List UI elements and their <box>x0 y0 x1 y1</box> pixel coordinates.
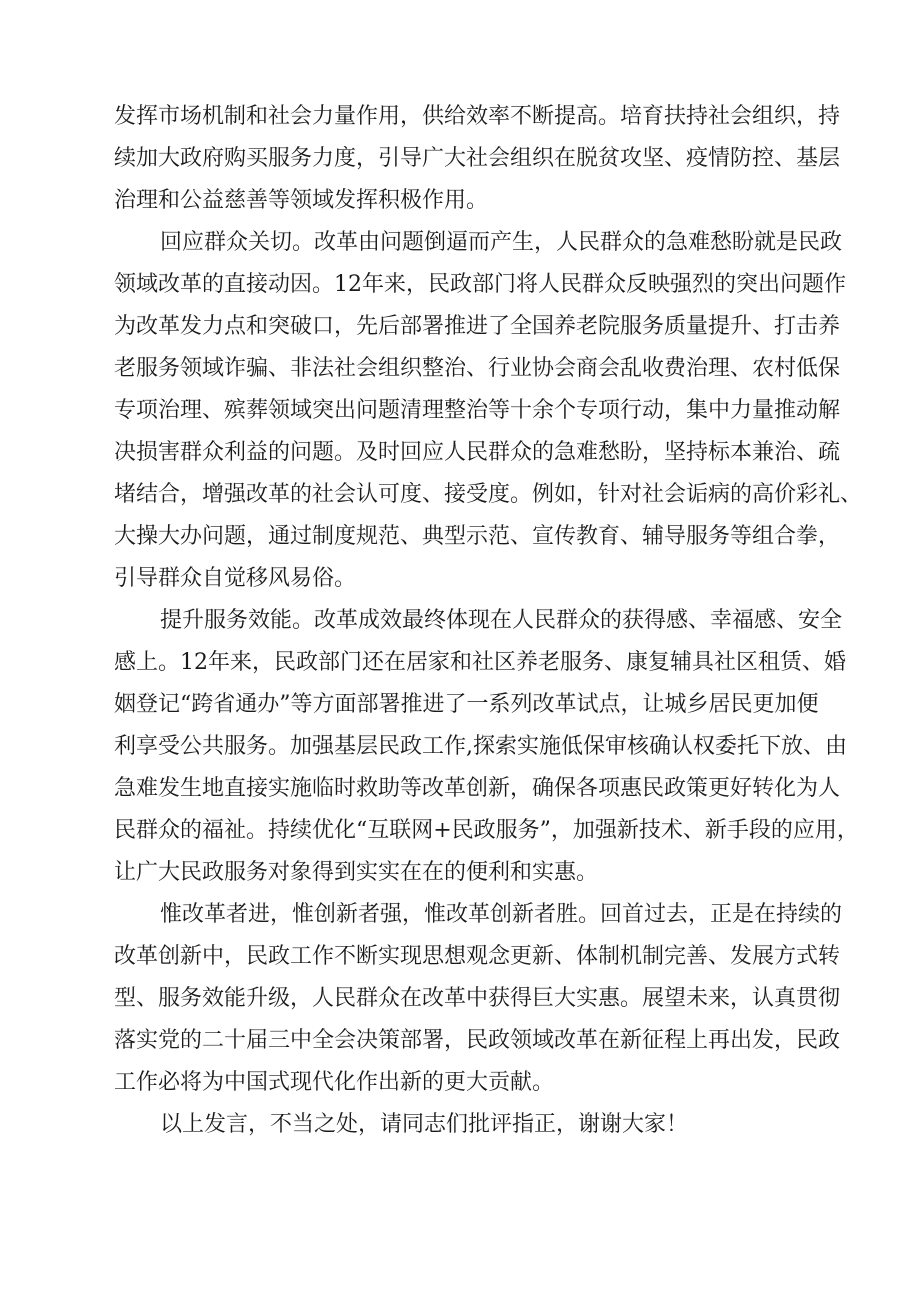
paragraph-line: 老服务领域诈骗、非法社会组织整治、行业协会商会乱收费治理、农村低保 <box>114 356 841 381</box>
paragraph-line: 堵结合，增强改革的社会认可度、接受度。例如，针对社会诟病的高价彩礼、 <box>114 482 863 507</box>
document-body <box>114 96 863 1146</box>
paragraph-line: 以上发言，不当之处，请同志们批评指正，谢谢大家！ <box>160 1112 689 1137</box>
paragraph-service-efficiency <box>114 600 859 894</box>
paragraph-line: 为改革发力点和突破口，先后部署推进了全国养老院服务质量提升、打击养 <box>114 314 841 339</box>
paragraph-line: 姻登记“跨省通办”等方面部署推进了一系列改革试点，让城乡居民更加便 <box>114 692 819 717</box>
paragraph-line: 决损害群众利益的问题。及时回应人民群众的急难愁盼，坚持标本兼治、疏 <box>114 440 841 465</box>
paragraph-line: 利享受公共服务。加强基层民政工作,探索实施低保审核确认权委托下放、由 <box>114 734 847 759</box>
paragraph-line: 回应群众关切。改革由问题倒逼而产生，人民群众的急难愁盼就是民政 <box>160 230 843 255</box>
paragraph-line: 感上。12年来，民政部门还在居家和社区养老服务、康复辅具社区租赁、婚 <box>114 650 846 675</box>
paragraph-line: 民群众的福祉。持续优化“互联网+民政服务”，加强新技术、新手段的应用， <box>114 818 859 843</box>
paragraph-line: 领域改革的直接动因。12年来，民政部门将人民群众反映强烈的突出问题作 <box>114 272 846 297</box>
paragraph-line: 惟改革者进，惟创新者强，惟改革创新者胜。回首过去，正是在持续的 <box>160 902 843 927</box>
paragraph-line: 提升服务效能。改革成效最终体现在人民群众的获得感、幸福感、安全 <box>160 608 843 633</box>
paragraph-line: 引导群众自觉移风易俗。 <box>114 566 357 591</box>
paragraph-line: 续加大政府购买服务力度，引导广大社会组织在脱贫攻坚、疫情防控、基层 <box>114 146 841 171</box>
paragraph-supply-efficiency <box>114 96 844 222</box>
paragraph-line: 发挥市场机制和社会力量作用，供给效率不断提高。培育扶持社会组织，持 <box>114 104 841 129</box>
paragraph-outlook <box>114 894 844 1104</box>
paragraph-line: 大操大办问题，通过制度规范、典型示范、宣传教育、辅导服务等组合拳， <box>114 524 841 549</box>
paragraph-respond-concerns <box>114 222 863 600</box>
paragraph-line: 治理和公益慈善等领域发挥积极作用。 <box>114 188 489 213</box>
paragraph-line: 急难发生地直接实施临时救助等改革创新，确保各项惠民政策更好转化为人 <box>114 776 841 801</box>
paragraph-line: 改革创新中，民政工作不断实现思想观念更新、体制机制完善、发展方式转 <box>114 944 841 969</box>
paragraph-line: 型、服务效能升级，人民群众在改革中获得巨大实惠。展望未来，认真贯彻 <box>114 986 841 1011</box>
paragraph-line: 工作必将为中国式现代化作出新的更大贡献。 <box>114 1070 555 1095</box>
paragraph-line: 专项治理、殡葬领域突出问题清理整治等十余个专项行动，集中力量推动解 <box>114 398 841 423</box>
paragraph-line: 让广大民政服务对象得到实实在在的便利和实惠。 <box>114 860 599 885</box>
paragraph-closing <box>114 1104 844 1146</box>
paragraph-line: 落实党的二十届三中全会决策部署，民政领域改革在新征程上再出发，民政 <box>114 1028 841 1053</box>
